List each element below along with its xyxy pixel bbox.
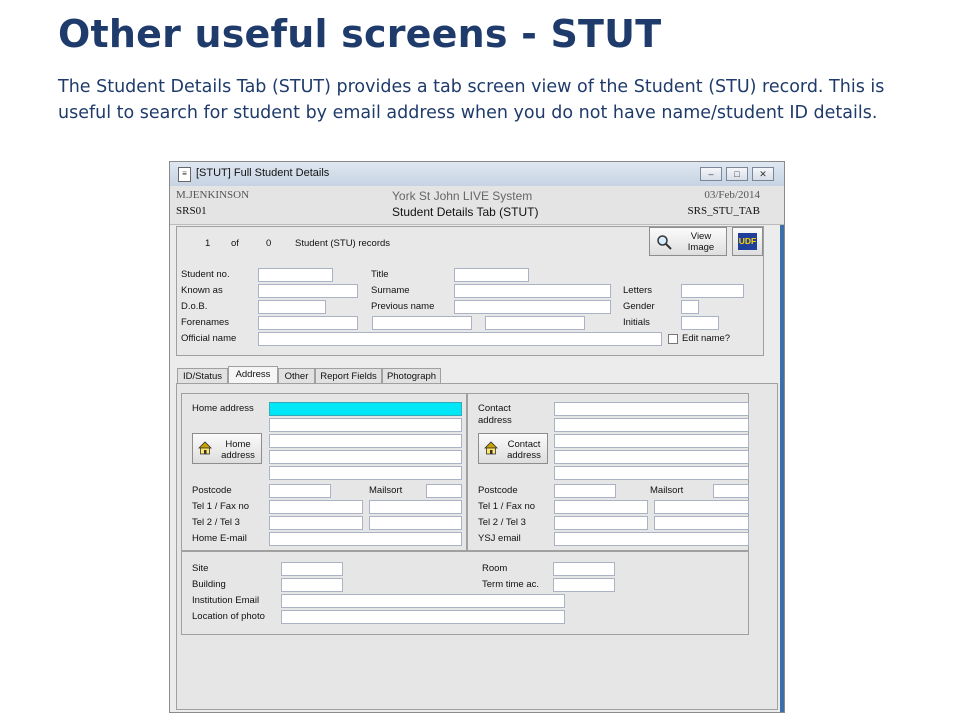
dob-label: D.o.B. (181, 301, 208, 312)
contact-tel2-label: Tel 2 / Tel 3 (478, 517, 526, 528)
slide-body: The Student Details Tab (STUT) provides a tab screen view of the Student (STU) record. This is useful to search for student by email address when you do not have name/student ID details. (58, 77, 885, 123)
home-email-field[interactable] (269, 532, 462, 546)
dob-field[interactable] (258, 300, 326, 314)
surname-field[interactable] (454, 284, 611, 298)
screen-code: SRS_STU_TAB (687, 205, 760, 217)
home-address-line-3[interactable] (269, 434, 462, 448)
site-field[interactable] (281, 562, 343, 576)
window-title: [STUT] Full Student Details (196, 167, 330, 179)
view-image-button[interactable] (649, 227, 727, 256)
student-no-field[interactable] (258, 268, 333, 282)
tab-report-fields[interactable]: Report Fields (315, 368, 382, 384)
document-icon: ≡ (178, 167, 191, 182)
contact-btn-line1: Contact (507, 439, 541, 450)
known-as-label: Known as (181, 285, 223, 296)
student-no-label: Student no. (181, 269, 230, 280)
tel1-label: Tel 1 / Fax no (192, 501, 250, 512)
record-current: 1 (205, 238, 211, 249)
gender-label: Gender (623, 301, 655, 312)
institution-email-label: Institution Email (192, 595, 260, 606)
maximize-icon[interactable]: □ (726, 167, 748, 181)
tel1-field[interactable] (269, 500, 363, 514)
initials-field[interactable] (681, 316, 719, 330)
forenames-field-3[interactable] (485, 316, 585, 330)
title-bar (170, 162, 784, 187)
building-label: Building (192, 579, 226, 590)
user-name: M.JENKINSON (176, 189, 250, 201)
contact-label-line1: Contact (478, 403, 511, 414)
site-label: Site (192, 563, 209, 574)
contact-tel1-field[interactable] (554, 500, 648, 514)
home-address-line-1[interactable] (269, 402, 462, 416)
postcode-label: Postcode (192, 485, 232, 496)
minimize-icon[interactable]: – (700, 167, 722, 181)
previous-name-field[interactable] (454, 300, 611, 314)
building-field[interactable] (281, 578, 343, 592)
current-date: 03/Feb/2014 (704, 189, 760, 201)
contact-address-line-1[interactable] (554, 402, 749, 416)
close-icon[interactable]: ✕ (752, 167, 774, 181)
home-btn-line2: address (221, 450, 255, 461)
home-address-button[interactable] (192, 433, 262, 464)
home-email-label: Home E-mail (192, 533, 247, 544)
room-label: Room (482, 563, 508, 574)
magnifier-icon (656, 234, 672, 250)
room-field[interactable] (553, 562, 615, 576)
screen-name: Student Details Tab (STUT) (392, 205, 539, 219)
postcode-field[interactable] (269, 484, 331, 498)
ysj-email-label: YSJ email (478, 533, 521, 544)
contact-address-line-2[interactable] (554, 418, 749, 432)
stut-window (169, 161, 785, 713)
fax-field[interactable] (369, 500, 462, 514)
surname-label: Surname (371, 285, 410, 296)
location-panel (181, 551, 749, 635)
known-as-field[interactable] (258, 284, 358, 298)
title-field[interactable] (454, 268, 529, 282)
contact-mailsort-label: Mailsort (650, 485, 684, 496)
home-address-label: Home address (192, 403, 254, 414)
record-of: of (231, 238, 239, 249)
address-tab-body (176, 383, 778, 710)
tel3-field[interactable] (369, 516, 462, 530)
initials-label: Initials (623, 317, 650, 328)
student-panel (176, 226, 764, 356)
view-image-line1: View (690, 231, 712, 242)
gender-field[interactable] (681, 300, 699, 314)
contact-tel1-label: Tel 1 / Fax no (478, 501, 536, 512)
term-time-field[interactable] (553, 578, 615, 592)
letters-label: Letters (623, 285, 653, 296)
slide-title: Other useful screens - STUT (58, 12, 662, 56)
contact-postcode-label: Postcode (478, 485, 518, 496)
tab-address[interactable]: Address (228, 366, 278, 384)
tel2-label: Tel 2 / Tel 3 (192, 517, 240, 528)
previous-name-label: Previous name (371, 301, 435, 312)
ysj-email-field[interactable] (554, 532, 749, 546)
forenames-label: Forenames (181, 317, 230, 328)
contact-address-line-3[interactable] (554, 434, 749, 448)
contact-address-line-4[interactable] (554, 450, 749, 464)
tab-photograph[interactable]: Photograph (382, 368, 441, 384)
location-of-photo-field[interactable] (281, 610, 565, 624)
contact-label-line2: address (478, 415, 512, 426)
tab-other[interactable]: Other (278, 368, 315, 384)
home-address-line-5[interactable] (269, 466, 462, 480)
house-icon (484, 441, 498, 455)
contact-address-panel (467, 393, 749, 551)
system-name: York St John LIVE System (392, 189, 533, 203)
contact-postcode-field[interactable] (554, 484, 616, 498)
contact-btn-line2: address (507, 450, 541, 461)
record-total: 0 (266, 238, 272, 249)
contact-tel2-field[interactable] (554, 516, 648, 530)
contact-tel3-field[interactable] (654, 516, 749, 530)
official-name-label: Official name (181, 333, 237, 344)
official-name-field[interactable] (258, 332, 662, 346)
home-btn-line1: Home (225, 439, 251, 450)
mailsort-label: Mailsort (369, 485, 403, 496)
udf-button[interactable] (732, 227, 763, 256)
tel2-field[interactable] (269, 516, 363, 530)
mailsort-field[interactable] (426, 484, 462, 498)
home-address-line-4[interactable] (269, 450, 462, 464)
system-code: SRS01 (176, 205, 207, 217)
tab-id-status[interactable]: ID/Status (177, 368, 228, 384)
letters-field[interactable] (681, 284, 744, 298)
term-time-label: Term time ac. (482, 579, 540, 590)
udf-icon: UDF (738, 233, 757, 250)
edit-name-label: Edit name? (682, 333, 731, 344)
title-label: Title (371, 269, 389, 280)
view-image-line2: Image (687, 242, 715, 253)
contact-address-line-5[interactable] (554, 466, 749, 480)
home-address-panel (181, 393, 467, 551)
record-label: Student (STU) records (295, 238, 391, 249)
institution-email-field[interactable] (281, 594, 565, 608)
contact-fax-field[interactable] (654, 500, 749, 514)
forenames-field-2[interactable] (372, 316, 472, 330)
edit-name-checkbox[interactable] (668, 334, 678, 344)
contact-address-button[interactable] (478, 433, 548, 464)
forenames-field-1[interactable] (258, 316, 358, 330)
location-of-photo-label: Location of photo (192, 611, 265, 622)
home-address-line-2[interactable] (269, 418, 462, 432)
window-edge (780, 186, 784, 712)
screen-header (170, 186, 784, 225)
contact-mailsort-field[interactable] (713, 484, 749, 498)
house-icon (198, 441, 212, 455)
